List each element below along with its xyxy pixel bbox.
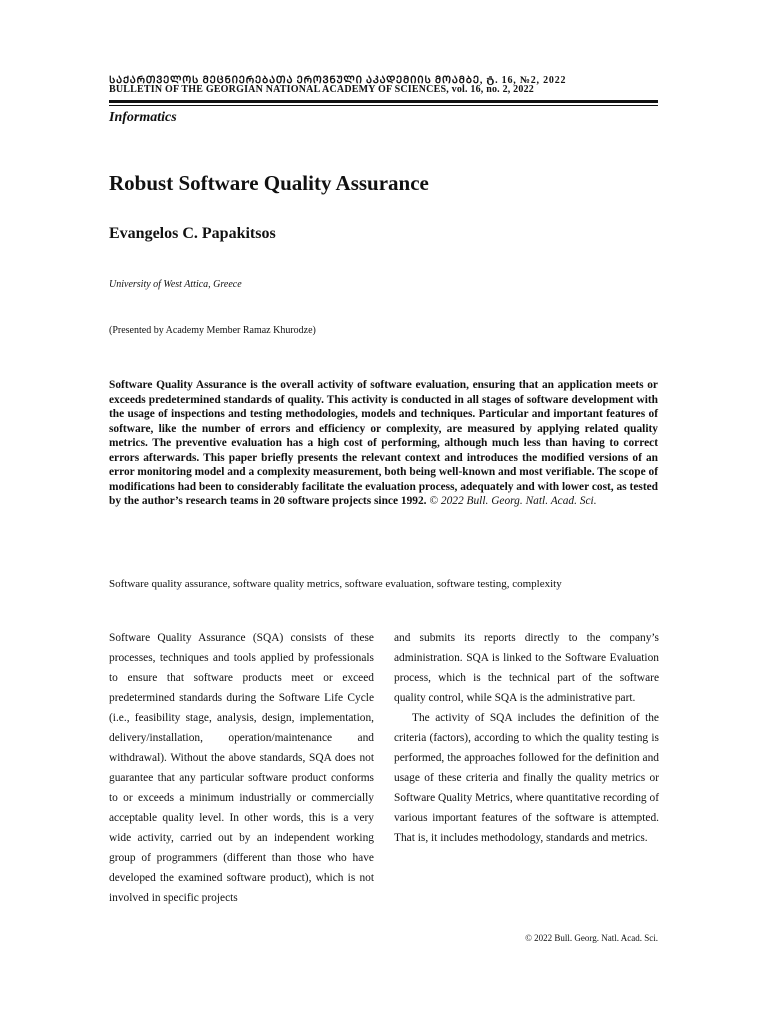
body-paragraph: and submits its reports directly to the company’s administration. SQA is linked to the Software Evaluation process, which is the technical part of the software quality control, while SQA is the administrative part.: [394, 632, 659, 704]
section-label: Informatics: [109, 110, 177, 125]
body-paragraph: Software Quality Assurance (SQA) consists of these processes, techniques and tools applied by professionals to ensure that software products meet or exceed predetermined standards during the Software Life Cycle (i.e., feasibility stage, analysis, design, implementation, delivery/installation, operation/maintenance and withdrawal). Without the above standards, SQA does not guarantee that any particular software product conforms to or exceeds a minimum industrially or commercially acceptable quality level. In other words, this is a very wide activity, carried out by an independent working group of programmers (different than those who have developed the examined software product), which is not involved in specific projects: [109, 632, 374, 904]
page-footer: © 2022 Bull. Georg. Natl. Acad. Sci.: [525, 933, 658, 943]
paper-title: Robust Software Quality Assurance: [109, 171, 429, 195]
abstract-citation: © 2022 Bull. Georg. Natl. Acad. Sci.: [429, 495, 597, 507]
journal-header-english: BULLETIN OF THE GEORGIAN NATIONAL ACADEMY OF SCIENCES, vol. 16, no. 2, 2022: [109, 84, 534, 95]
header-rule-thick: [109, 100, 658, 103]
abstract: [109, 378, 658, 509]
author-name: Evangelos C. Papakitsos: [109, 225, 276, 242]
abstract-text: Software Quality Assurance is the overall activity of software evaluation, ensuring that an application meets or exceeds predetermined standards of quality. This activity is conducted in all stages of software development with the usage of inspections and testing methodologies, models and techniques. Particular and important features of software, like the number of errors and efficiency or complexity, are measured by applying related quality metrics. The preventive evaluation has a high cost of performing, although much less than having to correct errors afterwards. This paper briefly presents the relevant context and introduces the modified versions of an error monitoring model and a complexity measurement, both being well-known and most verifiable. The scope of modifications had been to considerably facilitate the evaluation process, adequately and with lower cost, as tested by the author’s research teams in 20 software projects since 1992.: [109, 379, 658, 507]
body-column-left: [109, 628, 374, 908]
body-column-right: [394, 628, 659, 848]
journal-header-georgian: ᲡᲐᲥᲐᲠᲗᲕᲔᲚᲝᲡ ᲛᲔᲪᲜᲘᲔᲠᲔᲑᲐᲗᲐ ᲔᲠᲝᲕᲜᲣᲚᲘ ᲐᲙᲐᲓᲔᲛᲘᲘᲡ ᲛᲝᲐᲛᲑᲔ, ტ. 16, №2, 2022: [109, 75, 567, 86]
author-affiliation: University of West Attica, Greece: [109, 279, 242, 290]
keywords: Software quality assurance, software quality metrics, software evaluation, software testing, complexity: [109, 578, 562, 590]
header-rule-thin: [109, 105, 658, 106]
body-paragraph: The activity of SQA includes the definition of the criteria (factors), according to which the quality testing is performed, the approaches followed for the definition and usage of these criteria and finally the quality metrics or Software Quality Metrics, where quantitative recording of various important features of the software is attempted. That is, it includes methodology, standards and metrics.: [394, 712, 659, 844]
presented-by-note: (Presented by Academy Member Ramaz Khurodze): [109, 325, 316, 336]
